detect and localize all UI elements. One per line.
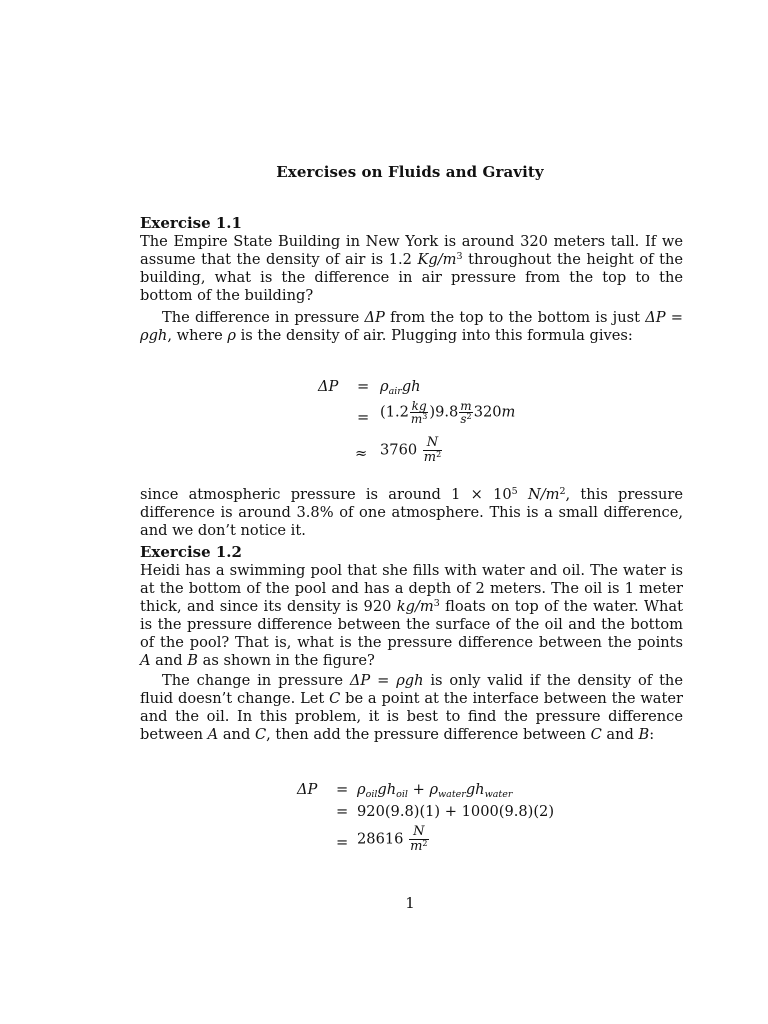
exercise-1-1-problem: The Empire State Building in New York is around 320 meters tall. If we assume that the density of air is 1.2 $Kg/m^3$ throughout the height of the building, what is the difference in air pressure from the top to the bottom of the building?	[140, 233, 683, 304]
exercise-1-2-problem: Heidi has a swimming pool that she fills with water and oil. The water is at the bottom of the pool and has a depth of 2 meters. The oil is 1 meter thick, and since its density is 920 $kg/m^3$ floats on top of the water. What is the pressure difference between the surface of the oil and the bottom of the pool? That is, what is the pressure difference between the points A and B as shown in the figure?	[140, 562, 683, 669]
equation-lhs: ΔP	[297, 781, 318, 798]
equation-row-1: $\rho_{oil}gh_{oil} + \rho_{water}gh_{water}$	[357, 781, 513, 800]
exercise-1-1-heading: Exercise 1.1	[140, 214, 242, 232]
equation-row-3: 3760 $\frac{N}{m^2}$	[380, 435, 442, 465]
document-page: Exercises on Fluids and Gravity Exercise 1.1 The Empire State Building in New York is around 320 meters tall. If we assume that the density of air is 1.2 $Kg/m^3$ throughout the height of the building, what is the difference in air pressure from the top to the bottom of the building? The difference in pressure ΔP from the top to the bottom is just ΔP = ρgh, where ρ is the density of air. Plugging into this formula gives: ΔP = $\rho_{air}gh$ = (1.2 $\frac{kg}{m^3}$ )9.8 $\frac{m}{s^2}$ 320m ≈ 3760 $\frac{N}{m^2}$ since atmospheric pressure is around $1 \times 10^5$ $N/m^2$, this pressure difference is around 3.8% of one atmosphere. This is a small difference, and we don’t notice it. Exercise 1.2 Heidi has a swimming pool that she fills with water and oil. The water is at the bottom of the pool and has a depth of 2 meters. The oil is 1 meter thick, and since its density is 920 $kg/m^3$ floats on top of the water. What is the pressure difference between the surface of the oil and the bottom of the pool? That is, what is the pressure difference between the points A and B as shown in the figure? The change in pressure ΔP = ρgh is only valid if the density of the fluid doesn’t change. Let C be a point at the interface between the water and the oil. In this problem, it is best to find the pressure difference between A and C, then add the pressure difference between C and B: ΔP = $\rho_{oil}gh_{oil} + \rho_{water}gh_{water}$ = 920(9.8)(1) + 1000(9.8)(2) = 28616 $\frac{N}{m^2}$ 1	[0, 0, 768, 1024]
document-title: Exercises on Fluids and Gravity	[276, 163, 544, 181]
equation-row-3: 28616 $\frac{N}{m^2}$	[357, 824, 428, 854]
page-number: 1	[405, 894, 415, 912]
equation-lhs: ΔP	[318, 378, 339, 395]
exercise-1-2-answer: The change in pressure ΔP = ρgh is only valid if the density of the fluid doesn’t change. Let C be a point at the interface between the water and the oil. In this problem, it is best to find the pressure difference between A and C, then add the pressure difference between C and B:	[140, 672, 683, 743]
exercise-1-2-heading: Exercise 1.2	[140, 543, 242, 561]
exercise-1-1-conclusion: since atmospheric pressure is around $1 \times 10^5$ $N/m^2$, this pressure difference is around 3.8% of one atmosphere. This is a small difference, and we don’t notice it.	[140, 486, 683, 539]
equation-row-2: (1.2 $\frac{kg}{m^3}$ )9.8 $\frac{m}{s^2}$ 320m	[380, 399, 516, 426]
equation-row-2: 920(9.8)(1) + 1000(9.8)(2)	[357, 803, 555, 820]
exercise-1-1-answer-intro: The difference in pressure ΔP from the top to the bottom is just ΔP = ρgh, where ρ is the density of air. Plugging into this formula gives:	[140, 309, 683, 344]
equation-row-1: $\rho_{air}gh$	[380, 378, 421, 397]
